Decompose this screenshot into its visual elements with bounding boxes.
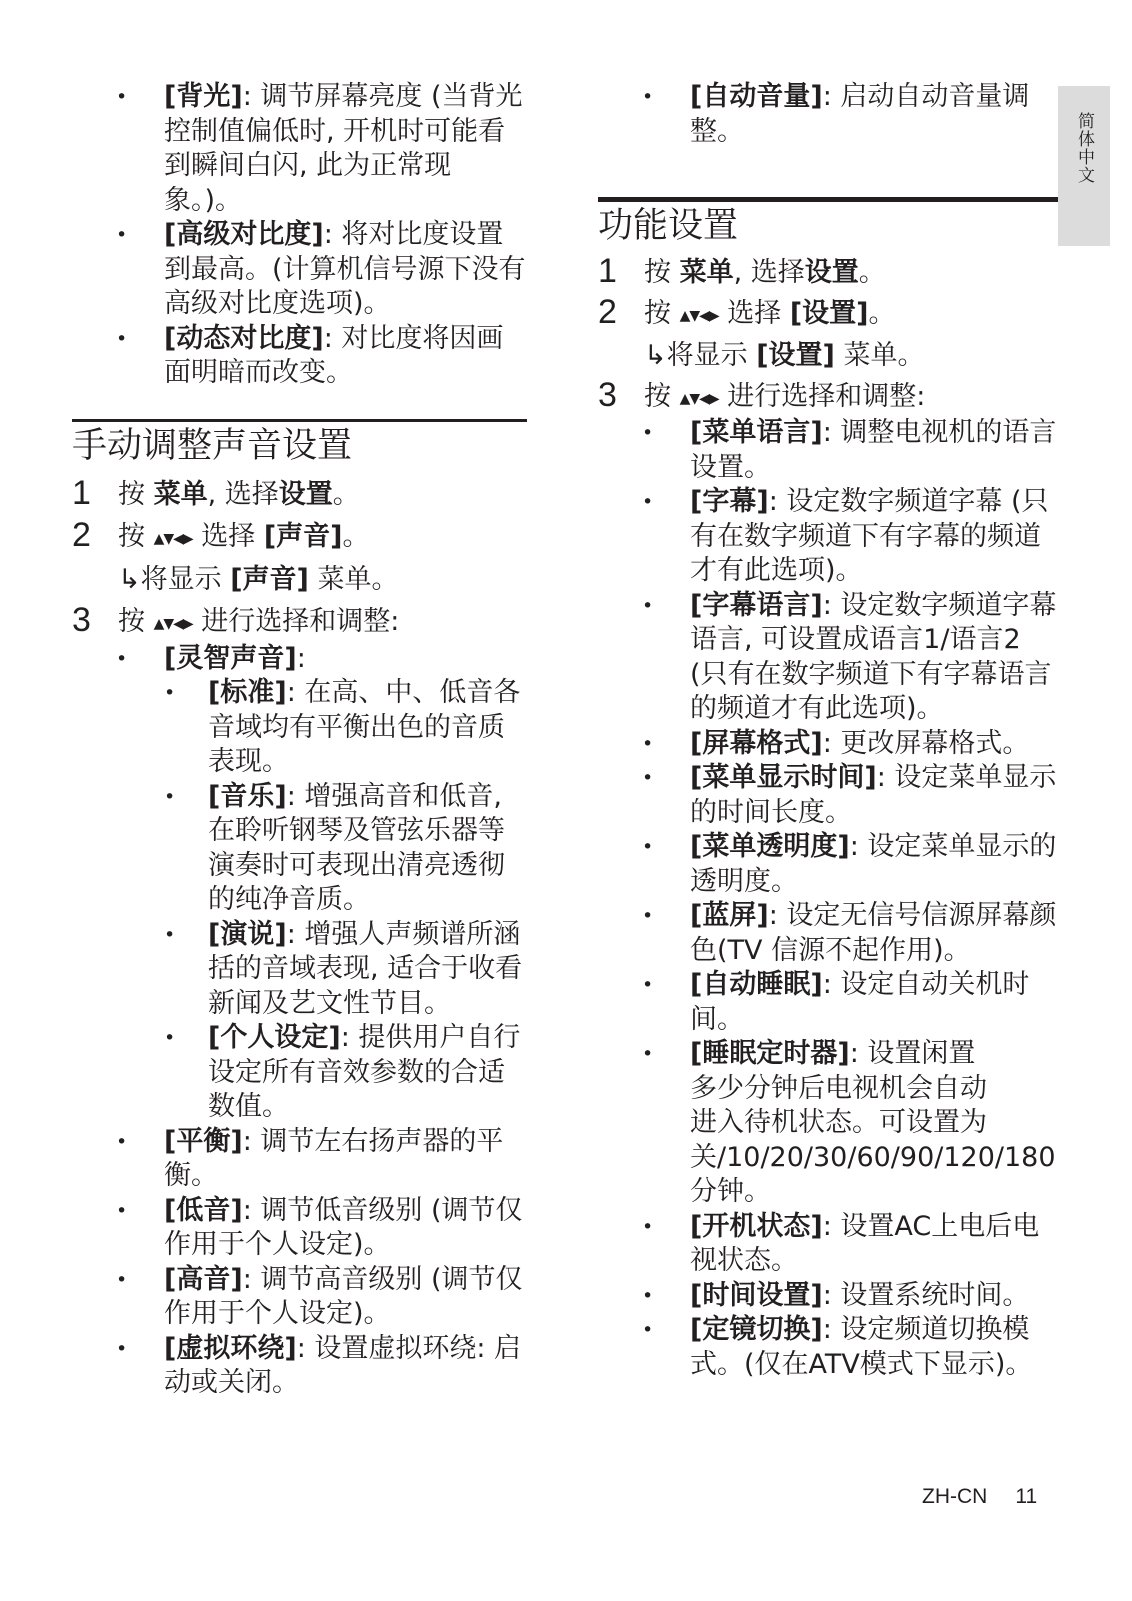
page-number: 11	[1015, 1485, 1038, 1508]
step-1: 1 按 菜单, 选择设置。	[598, 252, 886, 290]
list-item: • [定镜切换]: 设定频道切换模式。(仅在ATV模式下显示)。	[598, 1313, 1060, 1382]
result-arrow-icon: ↳	[118, 563, 141, 595]
step-1: 1 按 菜单, 选择设置。	[72, 473, 360, 512]
step-result: ↳将显示 [设置] 菜单。	[644, 340, 925, 371]
list-item: • [菜单语言]: 调整电视机的语言设置。	[598, 416, 1060, 485]
list-item: • [高音]: 调节高音级别 (调节仅作用于个人设定)。	[72, 1263, 527, 1332]
navigation-arrows-icon: ▲▼◀▶	[153, 616, 193, 632]
right-column	[598, 80, 1060, 1382]
list-item: • [自动睡眠]: 设定自动关机时间。	[598, 968, 1060, 1037]
list-item: • [时间设置]: 设置系统时间。	[598, 1279, 1060, 1314]
list-item: • [睡眠定时器]: 设置闲置多少分钟后电视机会自动进入待机状态。可设置为关/10/20/30/60/90/120/180分钟。	[598, 1037, 1060, 1210]
list-item: • [高级对比度]: 将对比度设置到最高。(计算机信号源下没有高级对比度选项)。	[72, 218, 527, 322]
step-result: ↳将显示 [声音] 菜单。	[118, 563, 399, 595]
step-2: 2 按 ▲▼◀▶ 选择 [声音]。	[72, 516, 370, 554]
section-title: 功能设置	[598, 206, 739, 246]
list-item: • [蓝屏]: 设定无信号信源屏幕颜色(TV 信源不起作用)。	[598, 899, 1060, 968]
navigation-arrows-icon: ▲▼◀▶	[153, 531, 193, 547]
list-item: • [菜单透明度]: 设定菜单显示的透明度。	[598, 830, 1060, 899]
sub-list-item: • [个人设定]: 提供用户自行设定所有音效参数的合适数值。	[72, 1021, 527, 1125]
page-footer	[922, 1485, 1037, 1509]
sub-list-item: • [标准]: 在高、中、低音各音域均有平衡出色的音质表现。	[72, 676, 527, 780]
list-item: • [背光]: 调节屏幕亮度 (当背光控制值偏低时, 开机时可能看到瞬间白闪, 此为正常现象。)。	[72, 80, 527, 218]
list-item: • [字幕语言]: 设定数字频道字幕语言, 可设置成语言1/语言2 (只有在数字频道下有字幕语言的频道才有此选项)。	[598, 589, 1060, 727]
list-item: • [动态对比度]: 对比度将因画面明暗而改变。	[72, 322, 527, 391]
result-arrow-icon: ↳	[644, 340, 667, 371]
section-divider	[72, 419, 527, 422]
language-tab-label: 简体中文	[1074, 112, 1094, 184]
list-item: • [低音]: 调节低音级别 (调节仅作用于个人设定)。	[72, 1194, 527, 1263]
step-3: 3 按 ▲▼◀▶ 进行选择和调整:	[598, 375, 926, 414]
left-column	[72, 80, 527, 1401]
list-item: • [屏幕格式]: 更改屏幕格式。	[598, 727, 1060, 762]
sub-list-item: • [演说]: 增强人声频谱所涵括的音域表现, 适合于收看新闻及艺文性节目。	[72, 918, 527, 1022]
list-item: • [字幕]: 设定数字频道字幕 (只有在数字频道下有字幕的频道才有此选项)。	[598, 485, 1060, 589]
list-item: • [平衡]: 调节左右扬声器的平衡。	[72, 1125, 527, 1194]
section-title: 手动调整声音设置	[72, 425, 353, 466]
list-item: • [自动音量]: 启动自动音量调整。	[598, 80, 1060, 149]
list-item: • [菜单显示时间]: 设定菜单显示的时间长度。	[598, 761, 1060, 830]
sub-list-item: • [音乐]: 增强高音和低音, 在聆听钢琴及管弦乐器等演奏时可表现出清亮透彻的纯净音质。	[72, 780, 527, 918]
list-item: • [灵智声音]:	[72, 642, 527, 677]
list-item: • [虚拟环绕]: 设置虚拟环绕: 启动或关闭。	[72, 1332, 527, 1401]
step-3: 3 按 ▲▼◀▶ 进行选择和调整:	[72, 601, 400, 639]
language-code: ZH-CN	[922, 1485, 988, 1508]
language-tab	[1058, 86, 1110, 246]
section-divider	[598, 197, 1060, 202]
navigation-arrows-icon: ▲▼◀▶	[679, 307, 719, 324]
navigation-arrows-icon: ▲▼◀▶	[679, 390, 719, 407]
step-2: 2 按 ▲▼◀▶ 选择 [设置]。	[598, 292, 896, 331]
list-item: • [开机状态]: 设置AC上电后电视状态。	[598, 1210, 1060, 1279]
